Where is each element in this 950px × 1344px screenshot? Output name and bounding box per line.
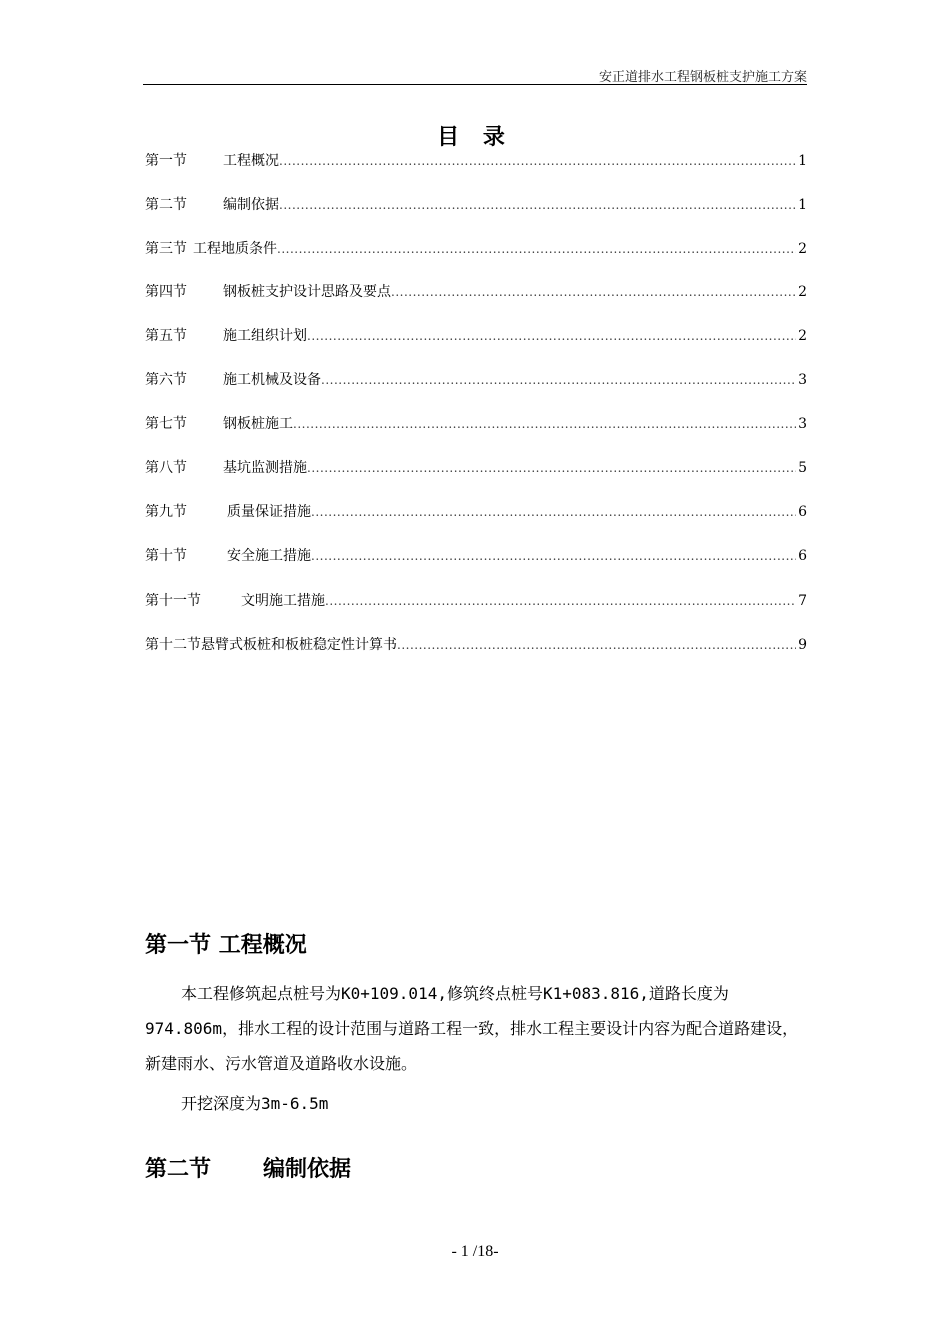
toc-entry-page: 3 <box>798 372 807 388</box>
toc-entry[interactable] <box>145 545 807 567</box>
toc-entry-label: 文明施工措施 <box>241 593 325 609</box>
toc-entry-number: 第一节 <box>145 153 187 169</box>
section-1-paragraph-depth: 开挖深度为3m-6.5m <box>181 1094 329 1113</box>
header-divider <box>143 84 807 85</box>
toc-entry-page: 9 <box>798 637 807 653</box>
toc-leader <box>311 549 796 563</box>
toc-entry-label: 钢板桩施工 <box>223 416 293 432</box>
toc-entry[interactable] <box>145 150 807 172</box>
toc-entry[interactable] <box>145 457 807 479</box>
toc-entry-label: 工程地质条件 <box>193 241 277 257</box>
toc-entry-number: 第二节 <box>145 197 187 213</box>
toc-entry-number: 第十一节 <box>145 593 201 609</box>
toc-leader <box>277 242 796 256</box>
toc-entry-number: 第四节 <box>145 284 187 300</box>
toc-entry-number: 第五节 <box>145 328 187 344</box>
toc-entry-number: 第十节 <box>145 548 187 564</box>
toc-entry-label: 基坑监测措施 <box>223 460 307 476</box>
toc-entry-page: 6 <box>798 504 807 520</box>
toc-entry-page: 2 <box>798 284 807 300</box>
toc-entry-label: 编制依据 <box>223 197 279 213</box>
toc-leader <box>325 594 796 608</box>
toc-entry-label: 悬臂式板桩和板桩稳定性计算书 <box>201 637 397 653</box>
toc-leader <box>311 505 796 519</box>
toc-entry[interactable] <box>145 634 807 656</box>
section-2-heading <box>145 1152 351 1183</box>
toc-entry-page: 6 <box>798 548 807 564</box>
toc-entry-label: 钢板桩支护设计思路及要点 <box>223 284 391 300</box>
toc-entry-number: 第三节 <box>145 241 187 257</box>
toc-entry-page: 7 <box>798 593 807 609</box>
toc-entry-page: 2 <box>798 241 807 257</box>
toc-leader <box>279 198 796 212</box>
toc-entry-label: 施工机械及设备 <box>223 372 321 388</box>
toc-title: 目 录 <box>437 125 513 150</box>
section-title: 编制依据 <box>263 1157 352 1182</box>
toc-entry-label: 安全施工措施 <box>227 548 311 564</box>
toc-entry-number: 第七节 <box>145 416 187 432</box>
section-1-heading <box>145 928 307 959</box>
running-header: 安正道排水工程钢板桩支护施工方案 <box>598 70 807 85</box>
toc-entry-number: 第十二节 <box>145 637 201 653</box>
toc-entry[interactable] <box>145 369 807 391</box>
section-1-paragraph: 本工程修筑起点桩号为K0+109.014,修筑终点桩号K1+083.816,道路长度为974.806m，排水工程的设计范围与道路工程一致，排水工程主要设计内容为配合道路建设，新建雨水、污水管道及道路收水设施。 <box>145 984 799 1073</box>
toc-entry[interactable] <box>145 413 807 435</box>
toc-entry-page: 2 <box>798 328 807 344</box>
toc-entry[interactable] <box>145 590 807 612</box>
toc-entry-label: 工程概况 <box>223 153 279 169</box>
toc-leader <box>321 373 796 387</box>
toc-entry[interactable] <box>145 281 807 303</box>
toc-leader <box>391 285 796 299</box>
toc-entry-page: 3 <box>798 416 807 432</box>
toc-entry-number: 第八节 <box>145 460 187 476</box>
toc-leader <box>307 461 796 475</box>
section-number: 第二节 <box>145 1157 212 1182</box>
toc-entry[interactable] <box>145 325 807 347</box>
toc-entry-number: 第六节 <box>145 372 187 388</box>
toc-entry-number: 第九节 <box>145 504 187 520</box>
toc-entry[interactable] <box>145 501 807 523</box>
toc-entry-page: 1 <box>798 153 807 169</box>
page-number: - 1 /18- <box>451 1243 499 1260</box>
toc-entry-label: 质量保证措施 <box>227 504 311 520</box>
toc-entry-page: 1 <box>798 197 807 213</box>
toc-leader <box>293 417 796 431</box>
toc-entry[interactable] <box>145 238 807 260</box>
toc-leader <box>307 329 796 343</box>
toc-leader <box>279 154 796 168</box>
toc-leader <box>397 638 796 652</box>
section-title: 工程概况 <box>218 933 307 958</box>
toc-entry[interactable] <box>145 194 807 216</box>
toc-entry-label: 施工组织计划 <box>223 328 307 344</box>
toc-entry-page: 5 <box>798 460 807 476</box>
section-number: 第一节 <box>145 933 212 958</box>
